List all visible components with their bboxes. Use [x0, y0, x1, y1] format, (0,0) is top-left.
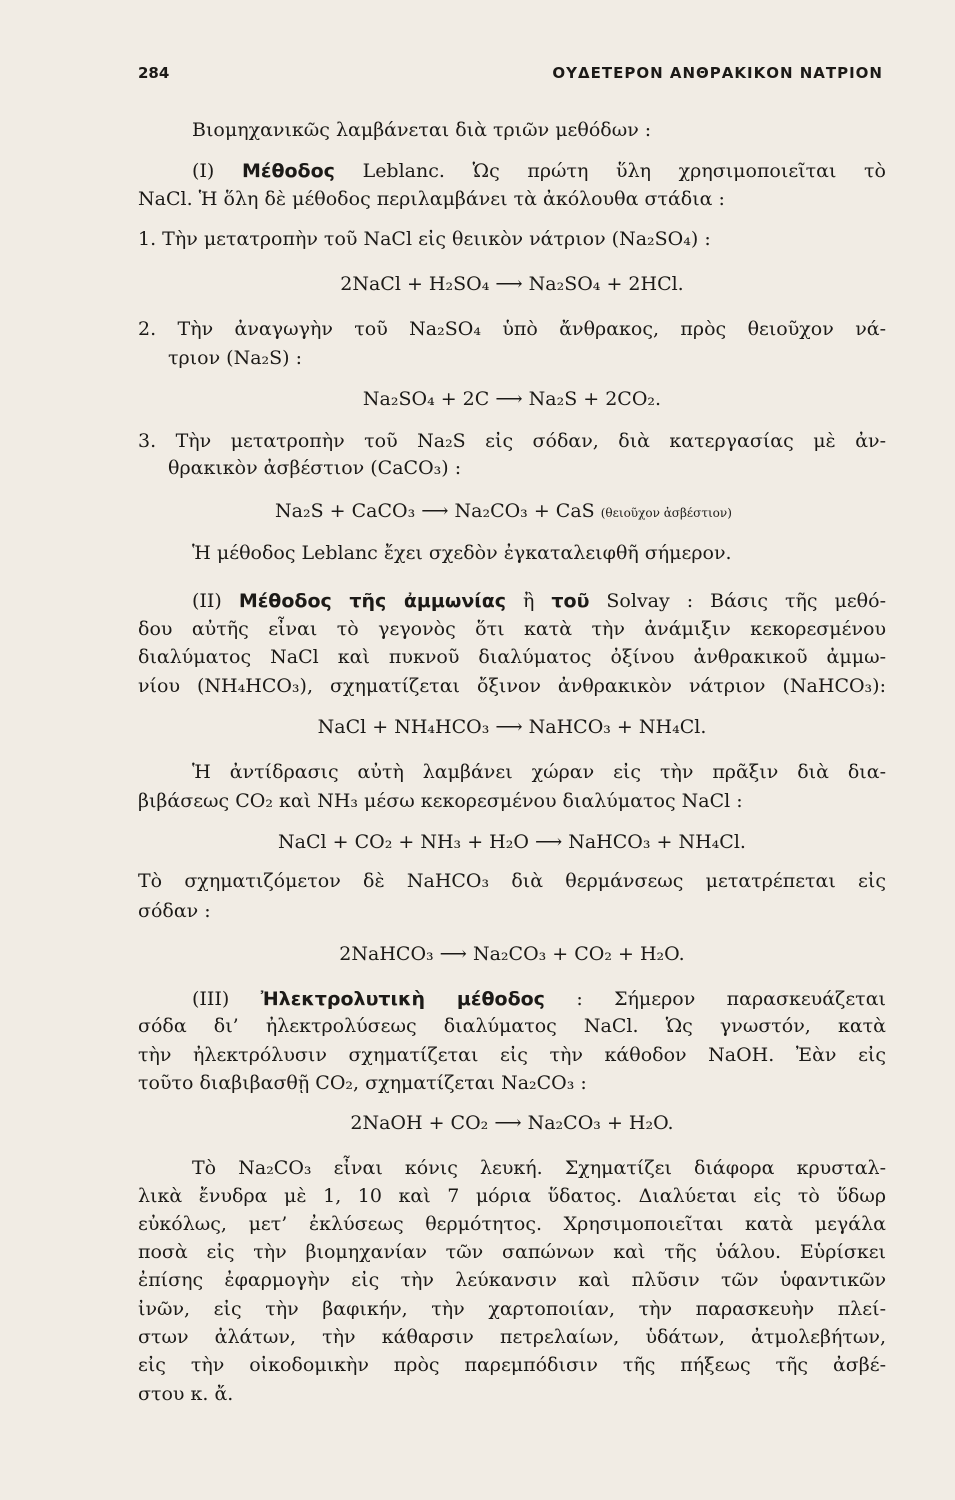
text-line: Ἡ ἀντίδρασις αὐτὴ λαμβάνει χώραν εἰς τὴν πρᾶξιν διὰ δια- [192, 761, 886, 783]
text-line: σόδαν : [138, 900, 211, 922]
text-line: ἰνῶν, εἰς τὴν βαφικήν, τὴν χαρτοποιίαν, τὴν παρασκευὴν πλεί- [138, 1298, 886, 1320]
equation-note: (θειοῦχον ἀσβέστιον) [600, 506, 732, 520]
text: Solvay : Βάσις τῆς μεθό- [589, 590, 886, 612]
text-line: 3. Τὴν μετατροπὴν τοῦ Na₂S εἰς σόδαν, διὰ κατεργασίας μὲ ἀν- [138, 430, 886, 452]
text: ἢ [506, 590, 552, 612]
equation: Na₂SO₄ + 2C ⟶ Na₂S + 2CO₂. [362, 388, 662, 410]
text-line: τοῦτο διαβιβασθῇ CO₂, σχηματίζεται Na₂CO₃ : [138, 1072, 587, 1094]
text-line: εἰς τὴν οἰκοδομικὴν πρὸς παρεμπόδισιν τῆς πήξεως τῆς ἀσβέ- [138, 1354, 886, 1376]
equation: 2NaCl + H₂SO₄ ⟶ Na₂SO₄ + 2HCl. [340, 273, 684, 295]
bold-term: τοῦ [551, 590, 590, 612]
text-line: 2. Τὴν ἀναγωγὴν τοῦ Na₂SO₄ ὑπὸ ἄνθρακος, πρὸς θειοῦχον νά- [138, 318, 886, 340]
text: (ΙΙΙ) [192, 988, 261, 1010]
text-line: δου αὐτῆς εἶναι τὸ γεγονὸς ὅτι κατὰ τὴν ἀνάμιξιν κεκορεσμένου [138, 618, 886, 640]
bold-term: Μέθοδος [241, 160, 335, 182]
text: (ΙΙ) [192, 590, 239, 612]
equation [275, 498, 886, 526]
text-line: τὴν ἠλεκτρόλυσιν σχηματίζεται εἰς τὴν κάθοδον NaOH. Ἐὰν εἰς [138, 1044, 886, 1066]
text-line: εὐκόλως, μετ’ ἐκλύσεως θερμότητος. Χρησιμοποιεῖται κατὰ μεγάλα [138, 1213, 886, 1235]
text-line: 1. Τὴν μετατροπὴν τοῦ NaCl εἰς θειικὸν νάτριον (Na₂SO₄) : [138, 228, 711, 250]
text: : Σήμερον παρασκευάζεται [544, 988, 886, 1010]
text-line: διαλύματος NaCl καὶ πυκνοῦ διαλύματος ὀξίνου ἀνθρακικοῦ ἀμμω- [138, 646, 886, 668]
text-line: Τὸ Na₂CO₃ εἶναι κόνις λευκή. Σχηματίζει διάφορα κρυσταλ- [192, 1157, 886, 1179]
text: (Ι) [192, 160, 242, 182]
text-line: NaCl. Ἡ ὅλη δὲ μέθοδος περιλαμβάνει τὰ ἀκόλουθα στάδια : [138, 188, 725, 210]
bold-term: Ἠλεκτρολυτικὴ μέθοδος [260, 988, 545, 1010]
text-line: βιβάσεως CO₂ καὶ NH₃ μέσω κεκορεσμένου διαλύματος NaCl : [138, 790, 743, 812]
bold-term: Μέθοδος τῆς ἀμμωνίας [238, 590, 507, 612]
text-line: νίου (NH₄HCO₃), σχηματίζεται ὄξινον ἀνθρακικὸν νάτριον (NaHCO₃): [138, 675, 886, 697]
text-line: Βιομηχανικῶς λαμβάνεται διὰ τριῶν μεθόδων : [192, 119, 652, 141]
equation-body: Na₂S + CaCO₃ ⟶ Na₂CO₃ + CaS [275, 500, 595, 522]
text-line: Τὸ σχηματιζόμετον δὲ NaHCO₃ διὰ θερμάνσεως μετατρέπεται εἰς [138, 870, 886, 892]
equation: 2NaHCO₃ ⟶ Na₂CO₃ + CO₂ + H₂O. [339, 943, 685, 965]
text-line: σόδα δι’ ἠλεκτρολύσεως διαλύματος NaCl. Ὡς γνωστόν, κατὰ [138, 1015, 886, 1037]
method-3-heading [192, 986, 886, 1012]
equation: 2NaOH + CO₂ ⟶ Na₂CO₃ + H₂O. [350, 1112, 674, 1134]
running-title: ΟΥΔΕΤΕΡΟΝ ΑΝΘΡΑΚΙΚΟΝ ΝΑΤΡΙΟΝ [552, 64, 883, 82]
text: Leblanc. Ὡς πρώτη ὕλη χρησιμοποιεῖται τὸ [334, 160, 886, 182]
equation: NaCl + NH₄HCO₃ ⟶ NaHCO₃ + NH₄Cl. [317, 716, 707, 738]
text-line: στων ἀλάτων, τὴν κάθαρσιν πετρελαίων, ὑδάτων, ἀτμολεβήτων, [138, 1326, 886, 1348]
text-line: λικὰ ἔνυδρα μὲ 1, 10 καὶ 7 μόρια ὕδατος. Διαλύεται εἰς τὸ ὕδωρ [138, 1185, 886, 1207]
method-1-heading [192, 158, 886, 184]
equation: NaCl + CO₂ + NH₃ + H₂O ⟶ NaHCO₃ + NH₄Cl. [278, 831, 746, 853]
method-2-heading [192, 588, 886, 614]
text-line: στου κ. ἄ. [138, 1383, 234, 1405]
text-line: ἐπίσης ἐφαρμογὴν εἰς τὴν λεύκανσιν καὶ πλῦσιν τῶν ὑφαντικῶν [138, 1269, 886, 1291]
text-line: ποσὰ εἰς τὴν βιομηχανίαν τῶν σαπώνων καὶ τῆς ὑάλου. Εὑρίσκει [138, 1241, 886, 1263]
text-line: θρακικὸν ἀσβέστιον (CaCO₃) : [168, 457, 462, 479]
text-line: τριον (Na₂S) : [168, 347, 303, 369]
text-line: Ἡ μέθοδος Leblanc ἔχει σχεδὸν ἐγκαταλειφθῆ σήμερον. [192, 542, 732, 564]
page-header [138, 64, 883, 88]
page-number: 284 [138, 64, 170, 82]
